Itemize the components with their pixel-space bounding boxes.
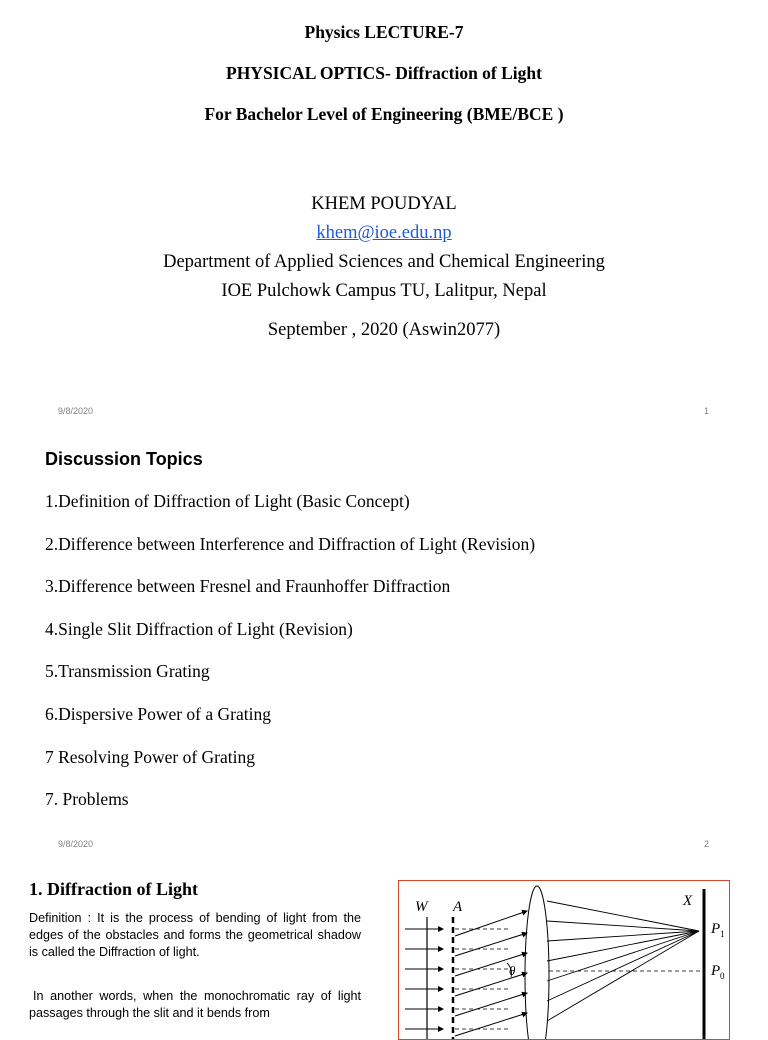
page-number: 1	[704, 406, 710, 416]
topic-title: PHYSICAL OPTICS- Diffraction of Light	[226, 63, 542, 83]
course-level: For Bachelor Level of Engineering (BME/BCE )	[204, 104, 564, 124]
topic-item: 2.Difference between Interference and Diffraction of Light (Revision)	[45, 534, 536, 554]
topic-item: 5.Transmission Grating	[45, 661, 210, 681]
label-w: W	[415, 899, 428, 915]
label-p0: P	[711, 963, 721, 979]
campus: IOE Pulchowk Campus TU, Lalitpur, Nepal	[221, 281, 547, 301]
label-p1: P	[711, 921, 721, 937]
label-a: A	[453, 899, 463, 915]
topic-item: 6.Dispersive Power of a Grating	[45, 704, 271, 724]
incident-rays	[405, 929, 443, 1029]
section-heading: 1. Diffraction of Light	[29, 879, 198, 899]
convex-lens	[525, 886, 549, 1040]
date-line: September , 2020 (Aswin2077)	[267, 320, 501, 340]
author-name: KHEM POUDYAL	[311, 194, 457, 214]
definition-paragraph: Definition : It is the process of bending of light from the edges of the obstacles and forms the geometrical shadow is called the Diffraction of light.	[29, 911, 361, 959]
topic-item: 7 Resolving Power of Grating	[45, 747, 255, 767]
discussion-topics-title: Discussion Topics	[45, 449, 203, 469]
converging-rays	[547, 901, 699, 1021]
email-link[interactable]: khem@ioe.edu.np	[316, 223, 452, 243]
footer-date: 9/8/2020	[58, 406, 94, 416]
diffracted-rays	[455, 911, 527, 1036]
topic-item: 3.Difference between Fresnel and Fraunhoffer Diffraction	[45, 576, 451, 596]
label-p1-sub: 1	[720, 929, 725, 939]
footer-date: 9/8/2020	[58, 839, 94, 849]
other-words-paragraph: In another words, when the monochromatic ray of light passages through the slit and it bends from	[29, 989, 361, 1020]
topic-item: 1.Definition of Diffraction of Light (Basic Concept)	[45, 491, 410, 511]
email-line	[0, 223, 768, 244]
page-number: 2	[704, 839, 710, 849]
single-slit-diagram	[399, 881, 730, 1040]
label-p0-sub: 0	[720, 971, 725, 981]
topic-item: 4.Single Slit Diffraction of Light (Revision)	[45, 619, 353, 639]
topic-item: 7. Problems	[45, 789, 129, 809]
label-x: X	[683, 893, 693, 909]
label-theta: θ	[509, 963, 516, 978]
department: Department of Applied Sciences and Chemical Engineering	[163, 252, 605, 272]
diffraction-figure	[398, 880, 730, 1040]
lecture-title: Physics LECTURE-7	[304, 22, 464, 42]
